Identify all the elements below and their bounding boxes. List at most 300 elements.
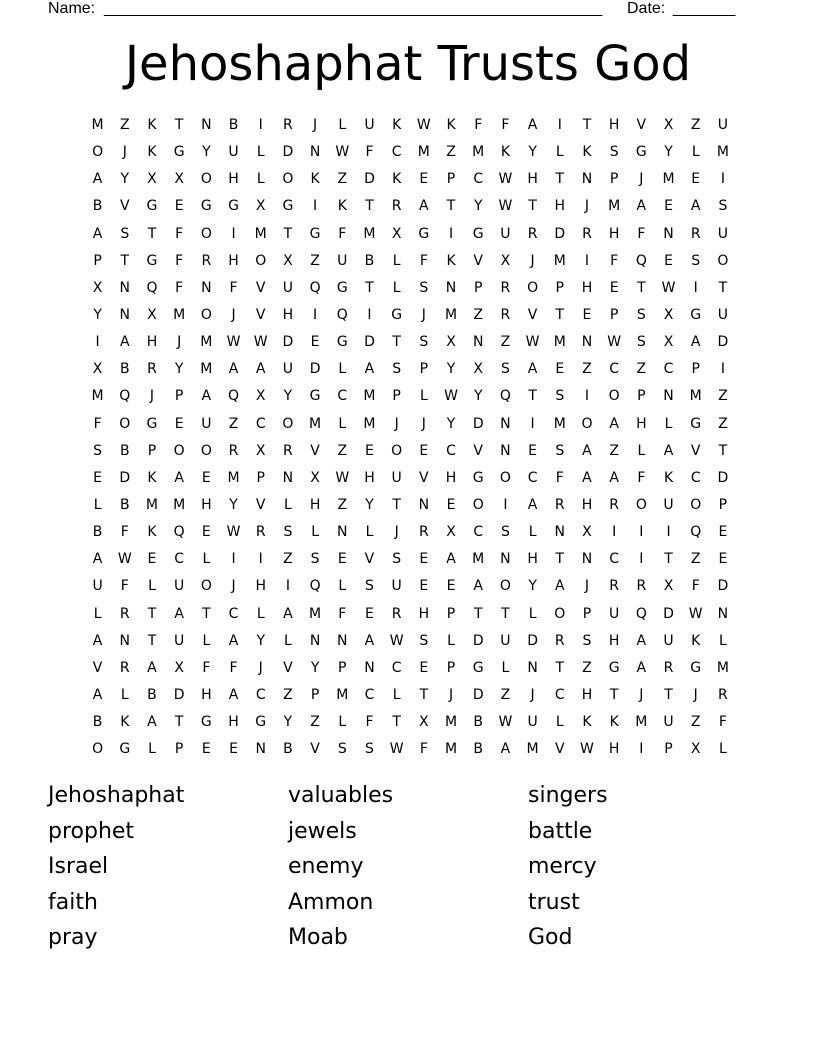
grid-letter: Y — [473, 198, 483, 215]
grid-letter: F — [175, 279, 184, 296]
date-field: _______ — [673, 0, 736, 17]
grid-letter: X — [663, 117, 674, 133]
grid-letter: G — [146, 415, 158, 432]
grid-letter: N — [309, 632, 321, 649]
grid-letter: R — [718, 686, 728, 703]
grid-letter: N — [445, 279, 457, 296]
grid-letter: T — [147, 632, 157, 649]
grid-letter: V — [283, 659, 293, 676]
grid-letter: V — [92, 659, 103, 676]
grid-row — [84, 655, 737, 682]
grid-letter: D — [282, 334, 294, 351]
grid-letter: H — [608, 117, 620, 133]
grid-letter: A — [636, 198, 647, 215]
grid-letter: U — [337, 252, 348, 269]
grid-letter: Z — [636, 361, 647, 378]
grid-letter: T — [555, 551, 565, 568]
grid-letter: K — [310, 171, 320, 188]
grid-letter: F — [229, 279, 238, 296]
grid-letter: A — [147, 714, 157, 731]
grid-letter: U — [282, 361, 294, 378]
grid-letter: Q — [309, 578, 321, 595]
grid-letter: K — [147, 524, 157, 541]
grid-letter: M — [608, 198, 621, 215]
grid-letter: V — [255, 496, 266, 513]
grid-letter: T — [473, 605, 483, 622]
grid-letter: Y — [283, 388, 293, 405]
grid-letter: G — [336, 334, 348, 351]
grid-letter: A — [228, 686, 239, 703]
grid-letter: M — [91, 388, 104, 405]
grid-letter: A — [690, 334, 701, 351]
grid-letter: Y — [283, 714, 293, 731]
grid-letter: L — [392, 279, 401, 296]
grid-letter: G — [418, 225, 430, 242]
grid-letter: L — [392, 252, 401, 269]
grid-letter: F — [175, 252, 184, 269]
grid-letter: T — [718, 442, 728, 459]
grid-letter: Z — [582, 361, 592, 378]
grid-letter: P — [392, 388, 401, 405]
word-bank — [48, 778, 768, 958]
grid-letter: O — [554, 605, 566, 622]
grid-letter: G — [472, 659, 484, 676]
grid-letter: J — [530, 252, 535, 269]
grid-letter: R — [500, 279, 511, 296]
grid-letter: R — [690, 225, 701, 242]
grid-letter: V — [690, 442, 701, 459]
word-item: Jehoshaphat — [48, 783, 185, 808]
grid-letter: J — [149, 388, 155, 405]
word-item: Israel — [48, 854, 109, 879]
grid-letter: S — [555, 388, 565, 405]
grid-row — [84, 709, 737, 736]
grid-letter: E — [446, 578, 456, 595]
grid-letter: M — [336, 686, 349, 703]
grid-letter: C — [337, 388, 348, 405]
grid-letter: U — [174, 578, 185, 595]
grid-letter: X — [391, 225, 402, 242]
grid-letter: F — [718, 714, 727, 731]
grid-letter: H — [608, 225, 620, 242]
grid-letter: A — [500, 741, 511, 758]
grid-letter: J — [584, 198, 590, 215]
grid-letter: F — [691, 578, 700, 595]
grid-letter: Z — [337, 171, 348, 188]
grid-letter: M — [444, 306, 458, 323]
grid-letter: C — [391, 659, 402, 676]
grid-letter: L — [311, 524, 319, 541]
grid-letter: Z — [718, 388, 728, 405]
grid-letter: O — [200, 442, 212, 459]
grid-letter: P — [718, 496, 728, 513]
grid-letter: G — [173, 144, 185, 161]
grid-letter: I — [584, 252, 590, 269]
grid-row — [84, 682, 737, 709]
grid-letter: J — [639, 686, 644, 703]
grid-letter: H — [608, 632, 620, 649]
grid-letter: B — [119, 361, 130, 378]
grid-letter: A — [174, 605, 184, 622]
grid-letter: H — [228, 171, 239, 188]
grid-letter: F — [610, 252, 619, 269]
grid-letter: X — [174, 171, 184, 188]
grid-letter: S — [283, 524, 293, 541]
grid-letter: I — [285, 578, 290, 595]
grid-letter: G — [282, 198, 294, 215]
grid-letter: W — [416, 117, 431, 133]
grid-letter: W — [444, 388, 458, 405]
word-column — [48, 778, 268, 956]
grid-letter: G — [391, 306, 403, 323]
grid-letter: W — [525, 334, 540, 351]
grid-letter: M — [145, 496, 159, 513]
grid-letter: U — [500, 225, 511, 242]
grid-row — [84, 438, 737, 465]
grid-letter: H — [228, 714, 239, 731]
grid-letter: N — [527, 659, 538, 676]
grid-letter: I — [448, 225, 454, 242]
grid-letter: A — [446, 551, 456, 568]
grid-letter: W — [607, 334, 622, 351]
grid-letter: A — [636, 632, 647, 649]
grid-letter: X — [147, 171, 157, 188]
grid-letter: A — [174, 469, 184, 486]
grid-letter: D — [717, 469, 729, 486]
grid-letter: T — [174, 117, 184, 133]
grid-letter: Z — [473, 306, 484, 323]
grid-letter: A — [527, 361, 538, 378]
grid-letter: A — [419, 198, 429, 215]
grid-letter: P — [473, 279, 483, 296]
grid-letter: E — [419, 442, 429, 459]
grid-letter: U — [282, 279, 294, 296]
grid-letter: P — [93, 252, 102, 269]
grid-letter: E — [419, 659, 429, 676]
grid-letter: Z — [500, 686, 511, 703]
grid-letter: P — [609, 306, 619, 323]
grid-letter: B — [119, 442, 130, 459]
word-item: prophet — [48, 818, 135, 844]
grid-letter: V — [119, 198, 130, 215]
grid-letter: R — [418, 524, 429, 541]
grid-letter: D — [472, 415, 484, 432]
grid-letter: G — [608, 659, 620, 676]
grid-letter: N — [554, 524, 566, 541]
grid-letter: M — [91, 117, 104, 133]
grid-letter: R — [391, 198, 402, 215]
grid-letter: R — [500, 306, 511, 323]
name-field: ________________________________________________________ — [104, 0, 603, 17]
grid-letter: N — [201, 279, 212, 296]
grid-letter: L — [93, 605, 102, 622]
grid-row — [84, 356, 737, 383]
grid-letter: S — [609, 144, 619, 161]
grid-letter: N — [119, 632, 131, 649]
grid-letter: W — [226, 334, 241, 351]
grid-letter: N — [500, 551, 511, 568]
grid-letter: O — [499, 578, 511, 595]
grid-letter: D — [309, 361, 321, 378]
grid-letter: O — [391, 442, 403, 459]
grid-letter: M — [417, 144, 430, 161]
grid-letter: T — [147, 225, 157, 242]
grid-letter: H — [309, 496, 321, 513]
grid-letter: D — [717, 334, 729, 351]
grid-letter: T — [582, 117, 592, 133]
word-item: battle — [528, 818, 593, 844]
grid-letter: Z — [337, 496, 348, 513]
grid-letter: K — [663, 469, 674, 486]
grid-letter: Q — [499, 388, 511, 405]
grid-letter: Q — [119, 388, 131, 405]
grid-letter: M — [662, 171, 675, 188]
grid-letter: S — [93, 442, 103, 459]
grid-letter: D — [472, 632, 484, 649]
grid-letter: L — [555, 144, 564, 161]
grid-letter: J — [584, 578, 590, 595]
grid-letter: T — [446, 198, 456, 215]
grid-letter: G — [309, 388, 321, 405]
grid-letter: Y — [446, 415, 456, 432]
grid-letter: T — [365, 198, 374, 215]
grid-row — [84, 221, 737, 248]
grid-letter: N — [581, 551, 593, 568]
grid-letter: O — [200, 306, 212, 323]
grid-letter: D — [364, 334, 375, 351]
grid-letter: M — [716, 144, 729, 161]
grid-letter: N — [119, 279, 131, 296]
grid-letter: I — [367, 306, 372, 323]
grid-letter: W — [117, 551, 132, 568]
grid-letter: S — [636, 334, 646, 351]
grid-letter: N — [119, 306, 131, 323]
grid-letter: V — [554, 741, 565, 758]
grid-letter: E — [365, 605, 374, 622]
grid-letter: A — [663, 442, 674, 459]
grid-letter: C — [228, 605, 239, 622]
grid-letter: O — [635, 496, 647, 513]
grid-letter: S — [419, 334, 429, 351]
grid-letter: W — [498, 171, 513, 188]
grid-letter: B — [147, 686, 157, 703]
grid-letter: T — [528, 198, 537, 215]
grid-letter: X — [663, 306, 674, 323]
grid-letter: K — [147, 117, 157, 133]
grid-letter: N — [418, 496, 430, 513]
grid-letter: Z — [690, 117, 701, 133]
grid-letter: R — [582, 225, 592, 242]
header-line — [0, 0, 816, 20]
grid-letter: E — [718, 524, 728, 541]
grid-letter: L — [664, 415, 673, 432]
grid-letter: A — [364, 632, 375, 649]
grid-letter: S — [392, 551, 402, 568]
grid-letter: U — [364, 117, 375, 133]
grid-letter: Z — [446, 144, 456, 161]
grid-letter: M — [716, 659, 729, 676]
grid-letter: J — [693, 686, 698, 703]
grid-letter: E — [174, 415, 184, 432]
grid-letter: J — [231, 306, 236, 323]
grid-letter: H — [636, 415, 647, 432]
grid-letter: C — [473, 171, 484, 188]
grid-letter: O — [92, 741, 104, 758]
grid-letter: L — [338, 117, 347, 133]
grid-letter: E — [201, 524, 211, 541]
grid-letter: H — [146, 334, 158, 351]
grid-letter: D — [173, 686, 185, 703]
grid-letter: P — [446, 659, 456, 676]
grid-letter: G — [146, 252, 158, 269]
grid-letter: M — [553, 415, 566, 432]
grid-letter: S — [419, 279, 429, 296]
grid-letter: M — [635, 714, 648, 731]
grid-letter: A — [92, 686, 103, 703]
grid-letter: Q — [309, 279, 321, 296]
grid-letter: Z — [718, 415, 728, 432]
grid-letter: L — [637, 442, 646, 459]
grid-letter: O — [527, 279, 539, 296]
grid-letter: E — [609, 279, 619, 296]
grid-letter: F — [637, 469, 646, 486]
grid-letter: C — [473, 524, 484, 541]
grid-letter: K — [609, 714, 619, 731]
grid-letter: E — [555, 361, 565, 378]
word-item: Ammon — [288, 889, 374, 915]
grid-letter: E — [93, 469, 103, 486]
grid-letter: T — [555, 306, 565, 323]
grid-letter: O — [200, 171, 212, 188]
grid-letter: N — [309, 144, 321, 161]
grid-letter: H — [527, 551, 538, 568]
word-item: singers — [528, 783, 608, 808]
grid-letter: I — [557, 117, 562, 133]
grid-letter: V — [473, 442, 483, 459]
grid-letter: X — [663, 334, 674, 351]
grid-letter: A — [473, 578, 483, 595]
grid-letter: N — [201, 117, 212, 133]
grid-letter: O — [200, 225, 212, 242]
grid-letter: A — [92, 225, 103, 242]
grid-letter: A — [283, 605, 293, 622]
grid-letter: S — [337, 741, 347, 758]
grid-letter: R — [283, 442, 293, 459]
grid-letter: P — [691, 361, 700, 378]
grid-letter: N — [581, 171, 593, 188]
grid-row — [84, 411, 737, 438]
grid-letter: E — [691, 171, 701, 188]
grid-letter: Y — [365, 496, 374, 513]
grid-letter: U — [609, 605, 620, 622]
grid-letter: Z — [283, 551, 293, 568]
grid-letter: B — [473, 741, 484, 758]
grid-letter: K — [446, 252, 456, 269]
grid-letter: M — [553, 334, 566, 351]
grid-letter: U — [717, 306, 729, 323]
grid-letter: N — [717, 605, 729, 622]
grid-letter: T — [202, 605, 211, 622]
grid-letter: S — [718, 198, 728, 215]
grid-letter: S — [691, 252, 701, 269]
grid-letter: P — [147, 442, 157, 459]
grid-letter: C — [255, 686, 266, 703]
grid-letter: U — [391, 578, 402, 595]
grid-letter: A — [255, 361, 266, 378]
grid-letter: R — [609, 578, 620, 595]
grid-letter: G — [690, 415, 702, 432]
grid-letter: V — [310, 442, 320, 459]
grid-letter: R — [228, 442, 239, 459]
grid-letter: Y — [664, 144, 673, 161]
word-item: mercy — [528, 854, 597, 879]
grid-letter: S — [500, 524, 510, 541]
grid-letter: Q — [690, 524, 702, 541]
grid-letter: S — [392, 361, 402, 378]
grid-letter: L — [528, 605, 537, 622]
grid-letter: B — [92, 524, 103, 541]
grid-letter: I — [693, 279, 698, 296]
grid-letter: W — [389, 632, 404, 649]
grid-letter: J — [639, 171, 644, 188]
grid-letter: G — [309, 225, 321, 242]
grid-letter: B — [92, 198, 103, 215]
grid-letter: H — [527, 171, 538, 188]
grid-letter: T — [609, 686, 619, 703]
grid-letter: Q — [635, 252, 647, 269]
grid-letter: Y — [174, 361, 184, 378]
grid-letter: H — [554, 198, 566, 215]
grid-letter: N — [337, 632, 348, 649]
word-item: faith — [48, 889, 98, 915]
word-item: valuables — [288, 783, 394, 808]
grid-row — [84, 601, 737, 628]
grid-letter: I — [639, 551, 644, 568]
grid-letter: C — [609, 551, 620, 568]
page-title: Jehoshaphat Trusts God — [124, 36, 692, 92]
grid-letter: X — [92, 361, 103, 378]
grid-letter: O — [472, 496, 484, 513]
grid-letter: L — [338, 415, 347, 432]
grid-letter: E — [664, 198, 673, 215]
grid-letter: T — [174, 714, 184, 731]
grid-letter: W — [335, 469, 350, 486]
grid-letter: Y — [528, 578, 537, 595]
grid-letter: B — [473, 714, 484, 731]
grid-letter: P — [174, 388, 184, 405]
grid-letter: P — [256, 469, 265, 486]
grid-letter: V — [255, 279, 266, 296]
grid-letter: D — [119, 469, 131, 486]
grid-letter: M — [444, 741, 458, 758]
grid-letter: J — [177, 334, 182, 351]
grid-letter: T — [365, 279, 374, 296]
grid-letter: X — [255, 388, 266, 405]
grid-row — [84, 736, 737, 763]
grid-letter: Q — [635, 605, 647, 622]
grid-letter: R — [609, 496, 620, 513]
grid-letter: S — [365, 741, 374, 758]
grid-letter: R — [663, 659, 674, 676]
grid-letter: W — [661, 279, 676, 296]
grid-letter: Y — [93, 306, 102, 323]
grid-letter: E — [718, 551, 728, 568]
grid-letter: P — [582, 605, 592, 622]
grid-letter: U — [717, 225, 729, 242]
grid-letter: K — [337, 198, 347, 215]
grid-letter: L — [528, 524, 537, 541]
grid-letter: O — [581, 415, 593, 432]
